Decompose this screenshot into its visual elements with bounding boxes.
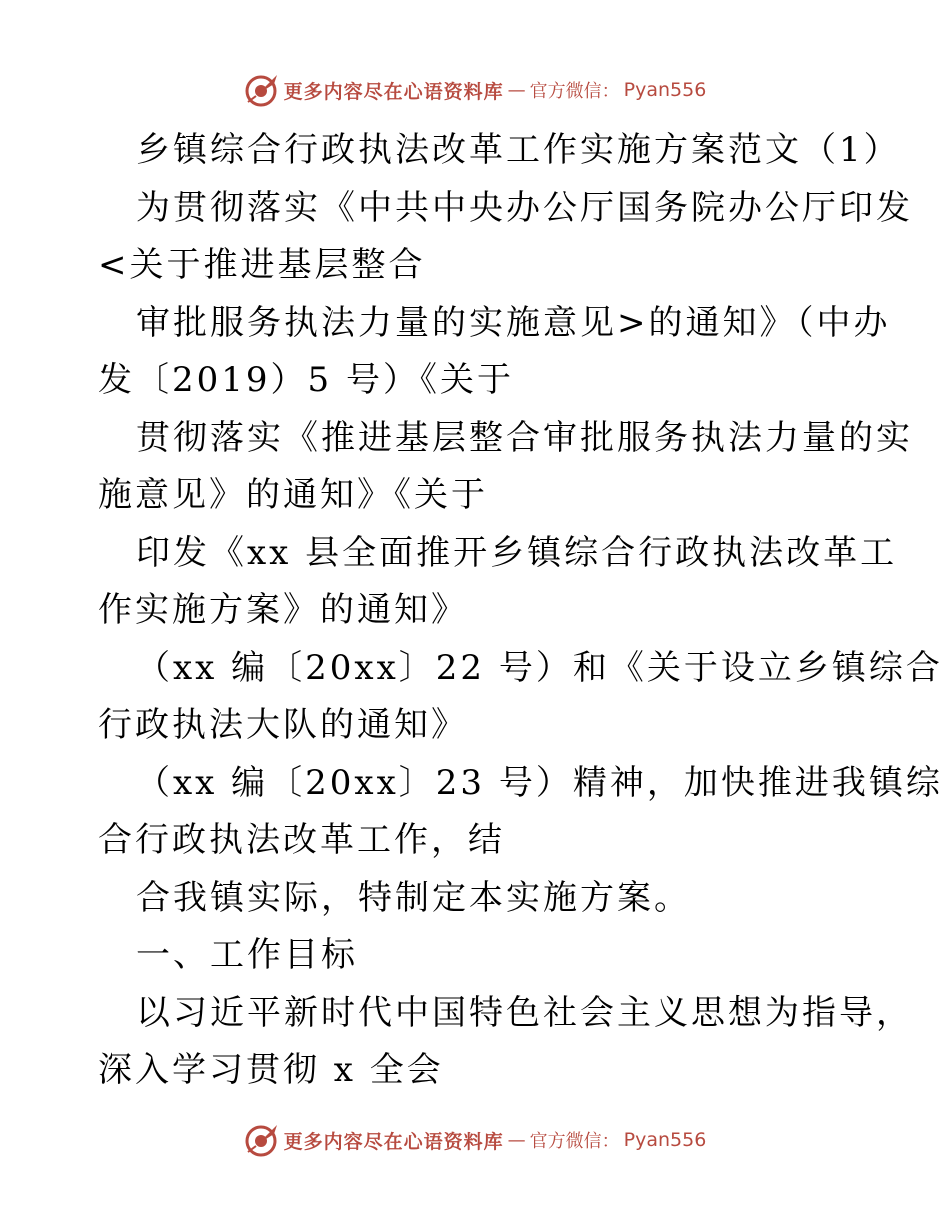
- doc-line: 合我镇实际，特制定本实施方案。: [136, 877, 691, 918]
- banner-wechat-label: 官方微信：: [529, 1131, 620, 1152]
- doc-line: 以习近平新时代中国特色社会主义思想为指导，: [136, 992, 913, 1033]
- doc-line: 深入学习贯彻 x 全会: [98, 1050, 444, 1090]
- banner-wechat-label: 官方微信：: [529, 81, 620, 102]
- banner-slogan: 更多内容尽在心语资料库: [283, 80, 504, 103]
- doc-title: 乡镇综合行政执法改革工作实施方案范文（1）: [136, 130, 901, 170]
- doc-line: 发〔2019）5 号）《关于: [98, 360, 514, 400]
- doc-line: 审批服务执法力量的实施意见>的通知》（中办: [136, 302, 891, 343]
- footer-banner: [0, 1120, 950, 1160]
- banner-separator: —: [507, 1129, 526, 1151]
- doc-line: 为贯彻落实《中共中央办公厅国务院办公厅印发: [136, 187, 913, 228]
- doc-line: （xx 编〔20xx〕22 号）和《关于设立乡镇综合: [136, 647, 943, 688]
- banner-slogan: 更多内容尽在心语资料库: [283, 1130, 504, 1153]
- doc-line: 合行政执法改革工作，结: [98, 820, 505, 860]
- doc-line: 施意见》的通知》《关于: [98, 475, 488, 515]
- doc-line: 作实施方案》的通知》: [98, 590, 468, 630]
- section-heading: 一、工作目标: [136, 935, 358, 975]
- banner-wechat-id: Pyan556: [623, 1129, 707, 1151]
- quill-logo-icon: [244, 72, 280, 108]
- doc-line: （xx 编〔20xx〕23 号）精神，加快推进我镇综: [136, 762, 943, 803]
- doc-line: 印发《xx 县全面推开乡镇综合行政执法改革工: [136, 532, 898, 573]
- doc-line: 贯彻落实《推进基层整合审批服务执法力量的实: [136, 417, 913, 458]
- banner-wechat-id: Pyan556: [623, 79, 707, 101]
- banner-separator: —: [507, 79, 526, 101]
- doc-line: <关于推进基层整合: [98, 245, 426, 285]
- document-body: [98, 122, 943, 1100]
- doc-line: 行政执法大队的通知》: [98, 705, 468, 745]
- quill-logo-icon: [244, 1122, 280, 1158]
- header-banner: [0, 70, 950, 110]
